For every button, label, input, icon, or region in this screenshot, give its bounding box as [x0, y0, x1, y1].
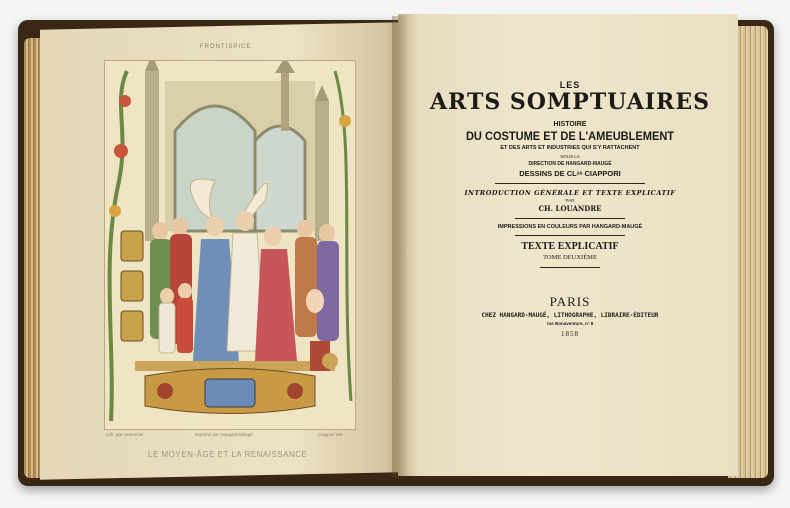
author-name: CH. LOUANDRE: [538, 204, 602, 213]
plate-caption: LE MOYEN-ÂGE ET LA RENAISSANCE: [148, 450, 308, 459]
plate-credit-center: Imprimé par Hangard-Maugé: [195, 432, 253, 437]
subtitle-arts: ET DES ARTS ET INDUSTRIES QUI S'Y RATTACHENT: [500, 145, 640, 151]
title-page: [410, 80, 730, 338]
divider-rule: [495, 183, 645, 184]
texte-explicatif: TEXTE EXPLICATIF: [521, 241, 619, 252]
divider-rule: [515, 218, 625, 219]
par-line: PAR: [565, 198, 575, 203]
illustration-art: [105, 61, 355, 429]
direction-line: DIRECTION DE HANGARD-MAUGÉ: [528, 161, 612, 167]
plate-credit-right: Ciappori del.: [318, 432, 344, 437]
title-les: LES: [559, 80, 581, 90]
divider-rule: [540, 267, 600, 268]
frontispiece-header: FRONTISPICE: [200, 44, 252, 50]
address-line: rue Bonaventure, n° 8: [546, 321, 594, 326]
impressions-line: IMPRESSIONS EN COULEURS PAR HANGARD-MAUGÉ: [497, 224, 643, 230]
year-line: 1858: [561, 330, 579, 338]
frontispiece-illustration: [104, 60, 356, 430]
subtitle-histoire: HISTOIRE: [553, 121, 587, 128]
subtitle-costume: DU COSTUME ET DE L'AMEUBLEMENT: [465, 129, 675, 143]
introduction-line: INTRODUCTION GÉNÉRALE ET TEXTE EXPLICATIF: [464, 189, 676, 197]
plate-credit-left: Lith. par Lemercier: [106, 432, 144, 437]
book-title: ARTS SOMPTUAIRES: [429, 89, 710, 115]
dessins-line: DESSINS DE CLᵃˢ CIAPPORI: [519, 169, 621, 178]
publisher-line: CHEZ HANGARD-MAUGÉ, LITHOGRAPHE, LIBRAIRE-ÉDITEUR: [481, 312, 659, 319]
city-line: PARIS: [549, 294, 591, 309]
sous-la: SOUS LA: [560, 154, 580, 159]
divider-rule: [515, 235, 625, 236]
book-gutter: [392, 16, 406, 478]
tome-line: TOME DEUXIÈME: [543, 254, 597, 261]
